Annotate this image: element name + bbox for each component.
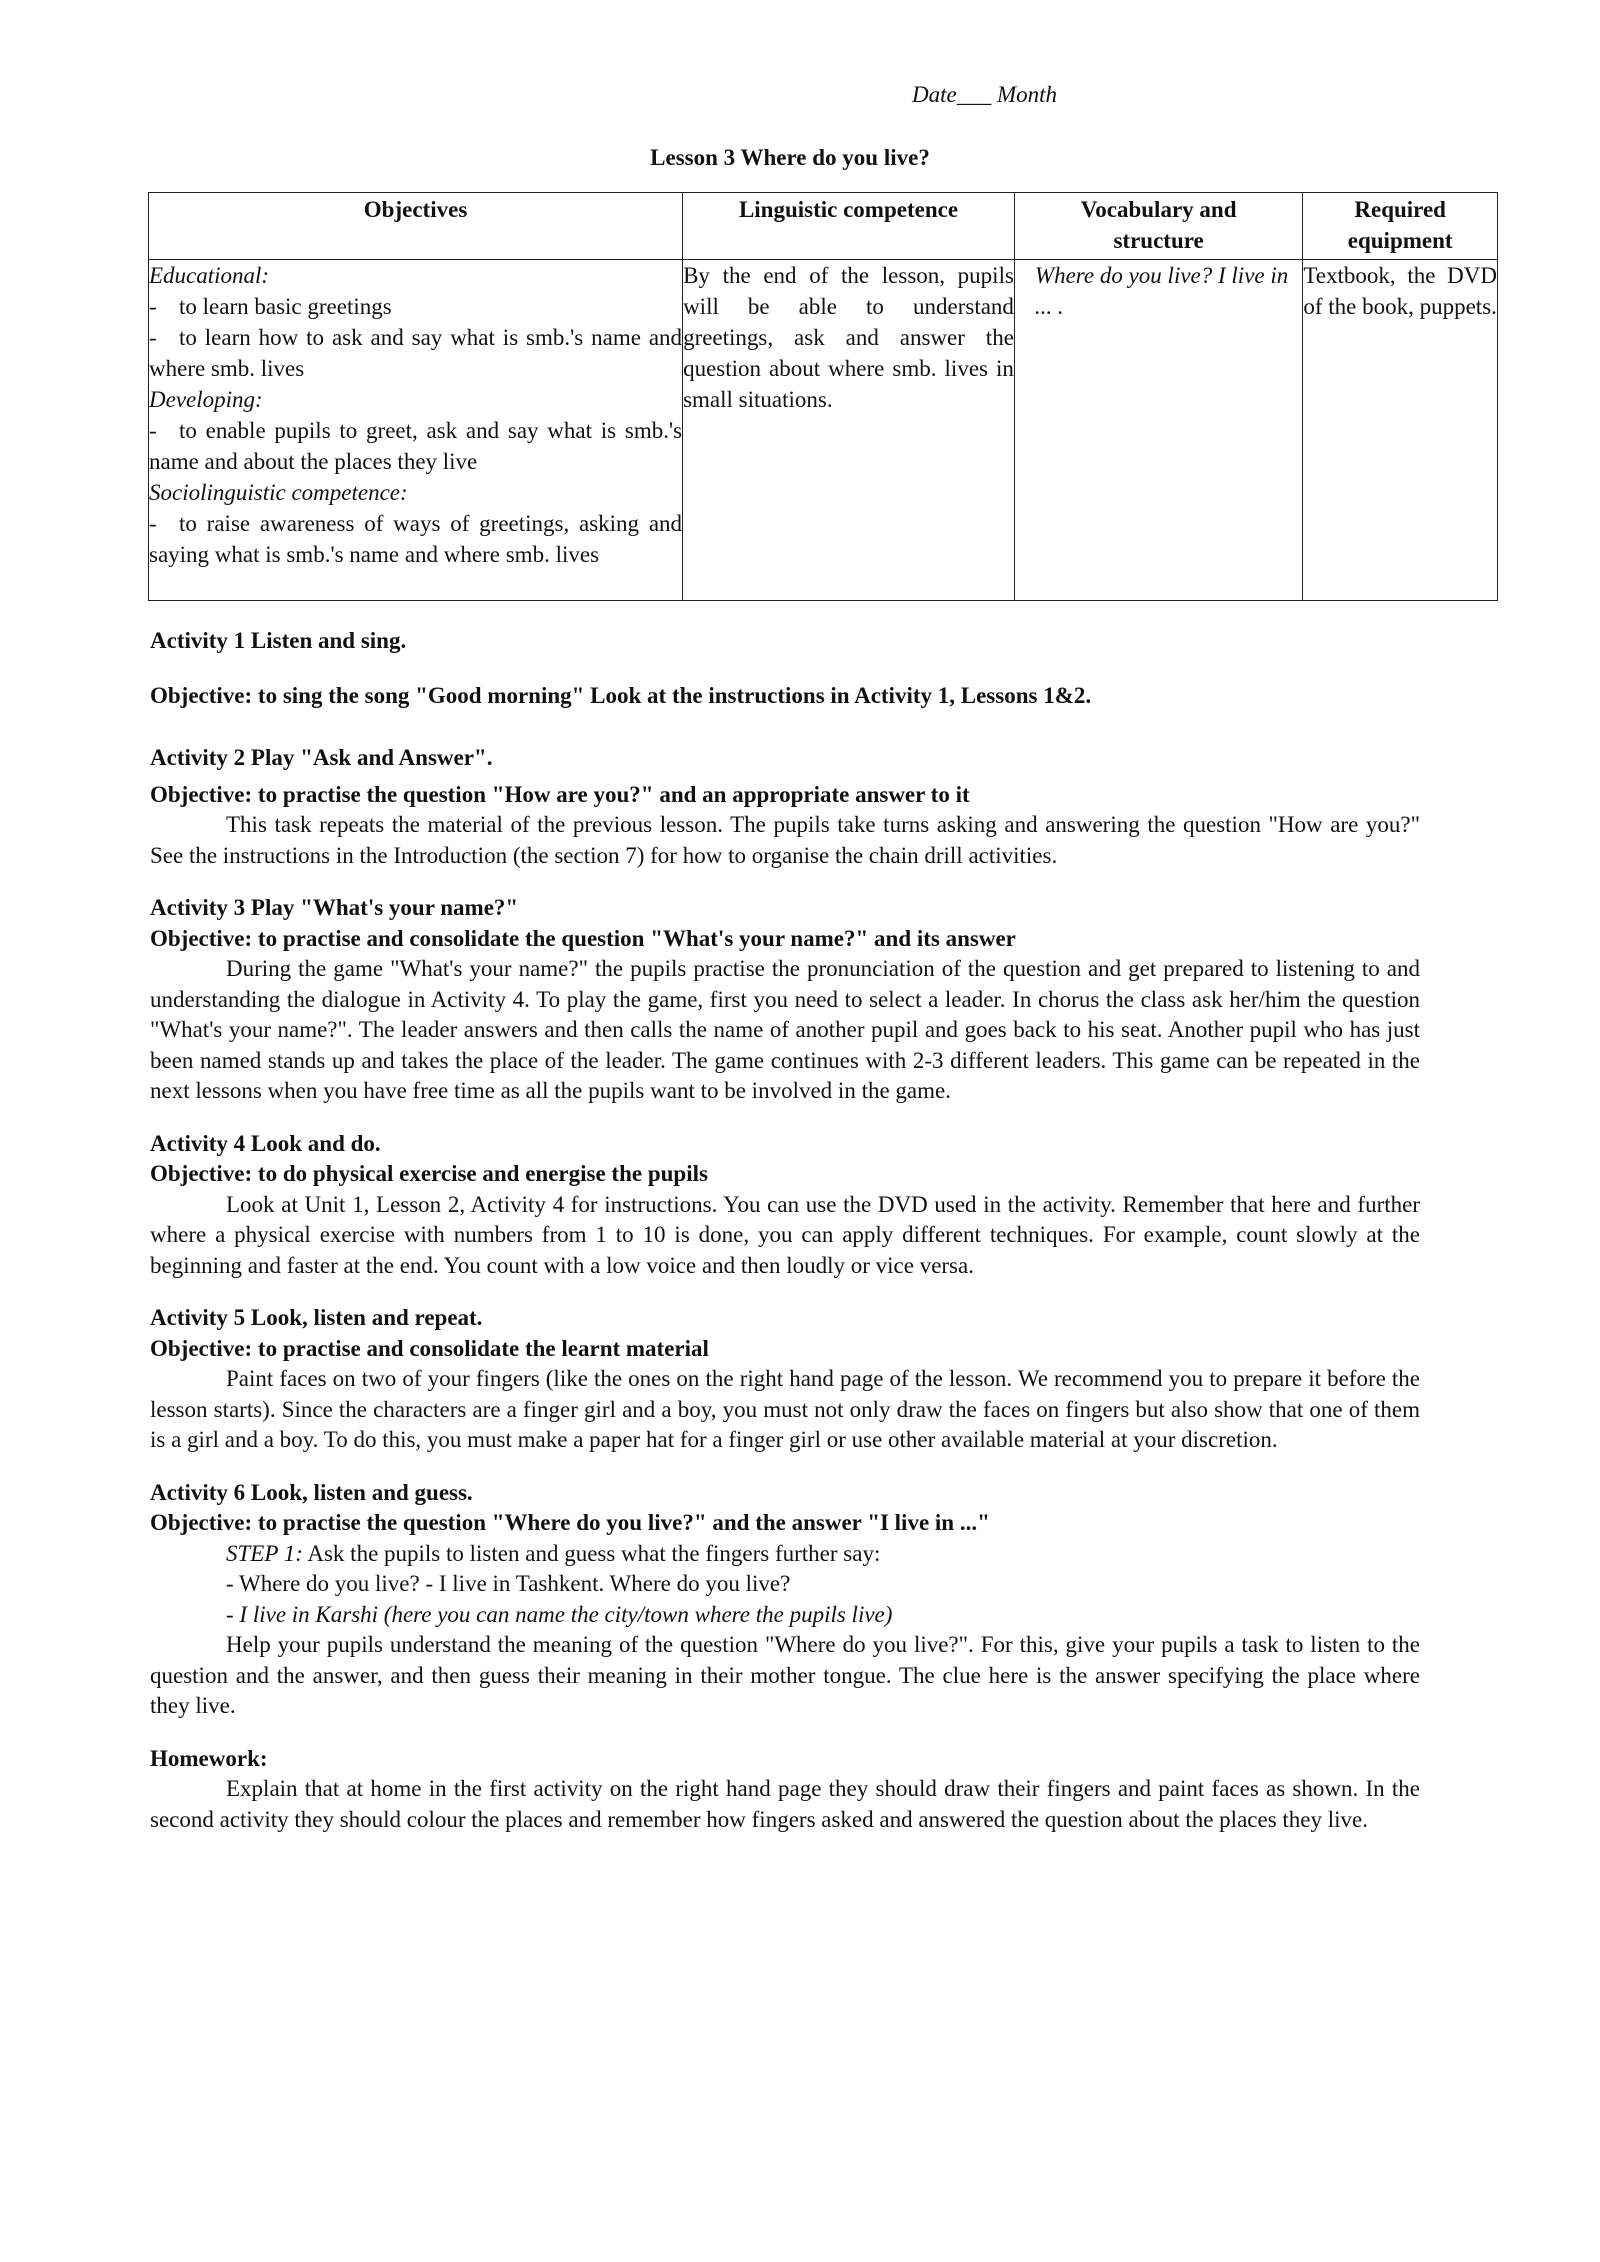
header-linguistic-label: Linguistic competence <box>738 197 959 222</box>
activity-2-objective: Objective: to practise the question "How are you?" and an appropriate answer to it <box>150 781 970 807</box>
equipment-cell: Textbook, the DVD of the book, puppets. <box>1303 260 1498 601</box>
header-equipment-line1: Required <box>1354 197 1446 222</box>
activity-6-step-text: Ask the pupils to listen and guess what the fingers further say: <box>302 1540 881 1566</box>
sociolinguistic-label: Sociolinguistic competence: <box>149 480 408 505</box>
linguistic-cell: By the end of the lesson, pupils will be able to understand greetings, ask and answer the question about where smb. lives in small situations. <box>683 260 1015 601</box>
activity-6-text: Help your pupils understand the meaning of the question "Where do you live?". For this, give your pupils a task to listen to the question and the answer, and then guess their meaning in their mother tongue. The clue here is the answer specifying the place where they live. <box>150 1632 1420 1718</box>
activity-4-title: Activity 4 Look and do. <box>150 1130 381 1156</box>
header-equipment <box>1303 193 1498 260</box>
activity-6-line-2-dash: - <box>226 1601 240 1627</box>
activity-5-objective: Objective: to practise and consolidate the learnt material <box>150 1335 709 1361</box>
header-objectives <box>149 193 683 260</box>
sociolinguistic-item-1: - to raise awareness of ways of greetings, asking and saying what is smb.'s name and where smb. lives <box>149 508 682 570</box>
activity-5-title: Activity 5 Look, listen and repeat. <box>150 1305 483 1330</box>
activity-4-text: Look at Unit 1, Lesson 2, Activity 4 for instructions. You can use the DVD used in the activity. Remember that here and further where a physical exercise with numbers from 1 to 10 is done, you can apply different techniques. For example, count slowly at the beginning and faster at the end. You count with a low voice and then loudly or vice versa. <box>150 1191 1420 1278</box>
header-linguistic <box>683 193 1015 260</box>
developing-item-1: - to enable pupils to greet, ask and say what is smb.'s name and about the places they live <box>149 415 682 477</box>
activity-6-step <box>150 1539 1420 1570</box>
homework-title: Homework: <box>150 1745 268 1771</box>
activity-5-text: Paint faces on two of your fingers (like the ones on the right hand page of the lesson. We recommend you to prepare it before the lesson starts). Since the characters are a finger girl and a boy, you must not only draw the faces on fingers but also show that one of them is a girl and a boy. To do this, you must make a paper hat for a finger girl or use other available material at your discretion. <box>150 1366 1420 1452</box>
activity-4-objective: Objective: to do physical exercise and energise the pupils <box>150 1161 708 1186</box>
activity-6-line-2 <box>150 1600 1420 1631</box>
educational-item-1: - to learn basic greetings <box>149 291 682 322</box>
educational-label: Educational: <box>149 263 270 288</box>
activity-6-title: Activity 6 Look, listen and guess. <box>150 1479 473 1505</box>
activities-section <box>150 626 1420 1835</box>
activity-1-title: Activity 1 Listen and sing. <box>150 628 407 653</box>
activity-2-text: This task repeats the material of the previous lesson. The pupils take turns asking and answering the question "How are you?" See the instructions in the Introduction (the section 7) for how to organise the chain drill activities. <box>150 812 1420 868</box>
objectives-cell <box>149 260 683 601</box>
vocabulary-cell: Where do you live? I live in ... . <box>1014 260 1302 601</box>
activity-6-objective: Objective: to practise the question "Where do you live?" and the answer "I live in ..." <box>150 1510 990 1535</box>
header-vocabulary-line2: structure <box>1113 228 1204 253</box>
activity-6-step-label: STEP 1: <box>226 1540 303 1566</box>
activity-2-title: Activity 2 Play "Ask and Answer". <box>150 745 493 770</box>
activity-6-line-1: - Where do you live? - I live in Tashkent. Where do you live? <box>226 1571 791 1596</box>
lesson-plan-table <box>148 192 1498 601</box>
activity-6-line-2-text: I live in Karshi (here you can name the city/town where the pupils live) <box>239 1601 893 1627</box>
table-header-row <box>149 193 1498 260</box>
developing-label: Developing: <box>149 387 263 412</box>
header-vocabulary-line1: Vocabulary and <box>1080 197 1237 222</box>
header-objectives-label: Objectives <box>363 197 468 222</box>
date-line: Date___ Month <box>912 82 1058 107</box>
homework-text: Explain that at home in the first activity on the right hand page they should draw their fingers and paint faces as shown. In the second activity they should colour the places and remember how fingers asked and answered the question about the places they live. <box>150 1776 1420 1832</box>
header-equipment-line2: equipment <box>1347 228 1453 253</box>
activity-1-objective: Objective: to sing the song "Good morning" Look at the instructions in Activity 1, Lessons 1&2. <box>150 682 1092 708</box>
educational-item-2: - to learn how to ask and say what is smb.'s name and where smb. lives <box>149 322 682 384</box>
activity-3-text: During the game "What's your name?" the pupils practise the pronunciation of the question and get prepared to listening to and understanding the dialogue in Activity 4. To play the game, first you need to select a leader. In chorus the class ask her/him the question "What's your name?". The leader answers and then calls the name of another pupil and goes back to his seat. Another pupil who has just been named stands up and takes the place of the leader. The game continues with 2-3 different leaders. This game can be repeated in the next lessons when you have free time as all the pupils want to be involved in the game. <box>150 956 1420 1103</box>
activity-3-title: Activity 3 Play "What's your name?" <box>150 895 519 920</box>
activity-3-objective: Objective: to practise and consolidate the question "What's your name?" and its answer <box>150 925 1016 951</box>
table-body-row <box>149 260 1498 601</box>
lesson-title: Lesson 3 Where do you live? <box>650 145 930 170</box>
header-vocabulary <box>1014 193 1302 260</box>
